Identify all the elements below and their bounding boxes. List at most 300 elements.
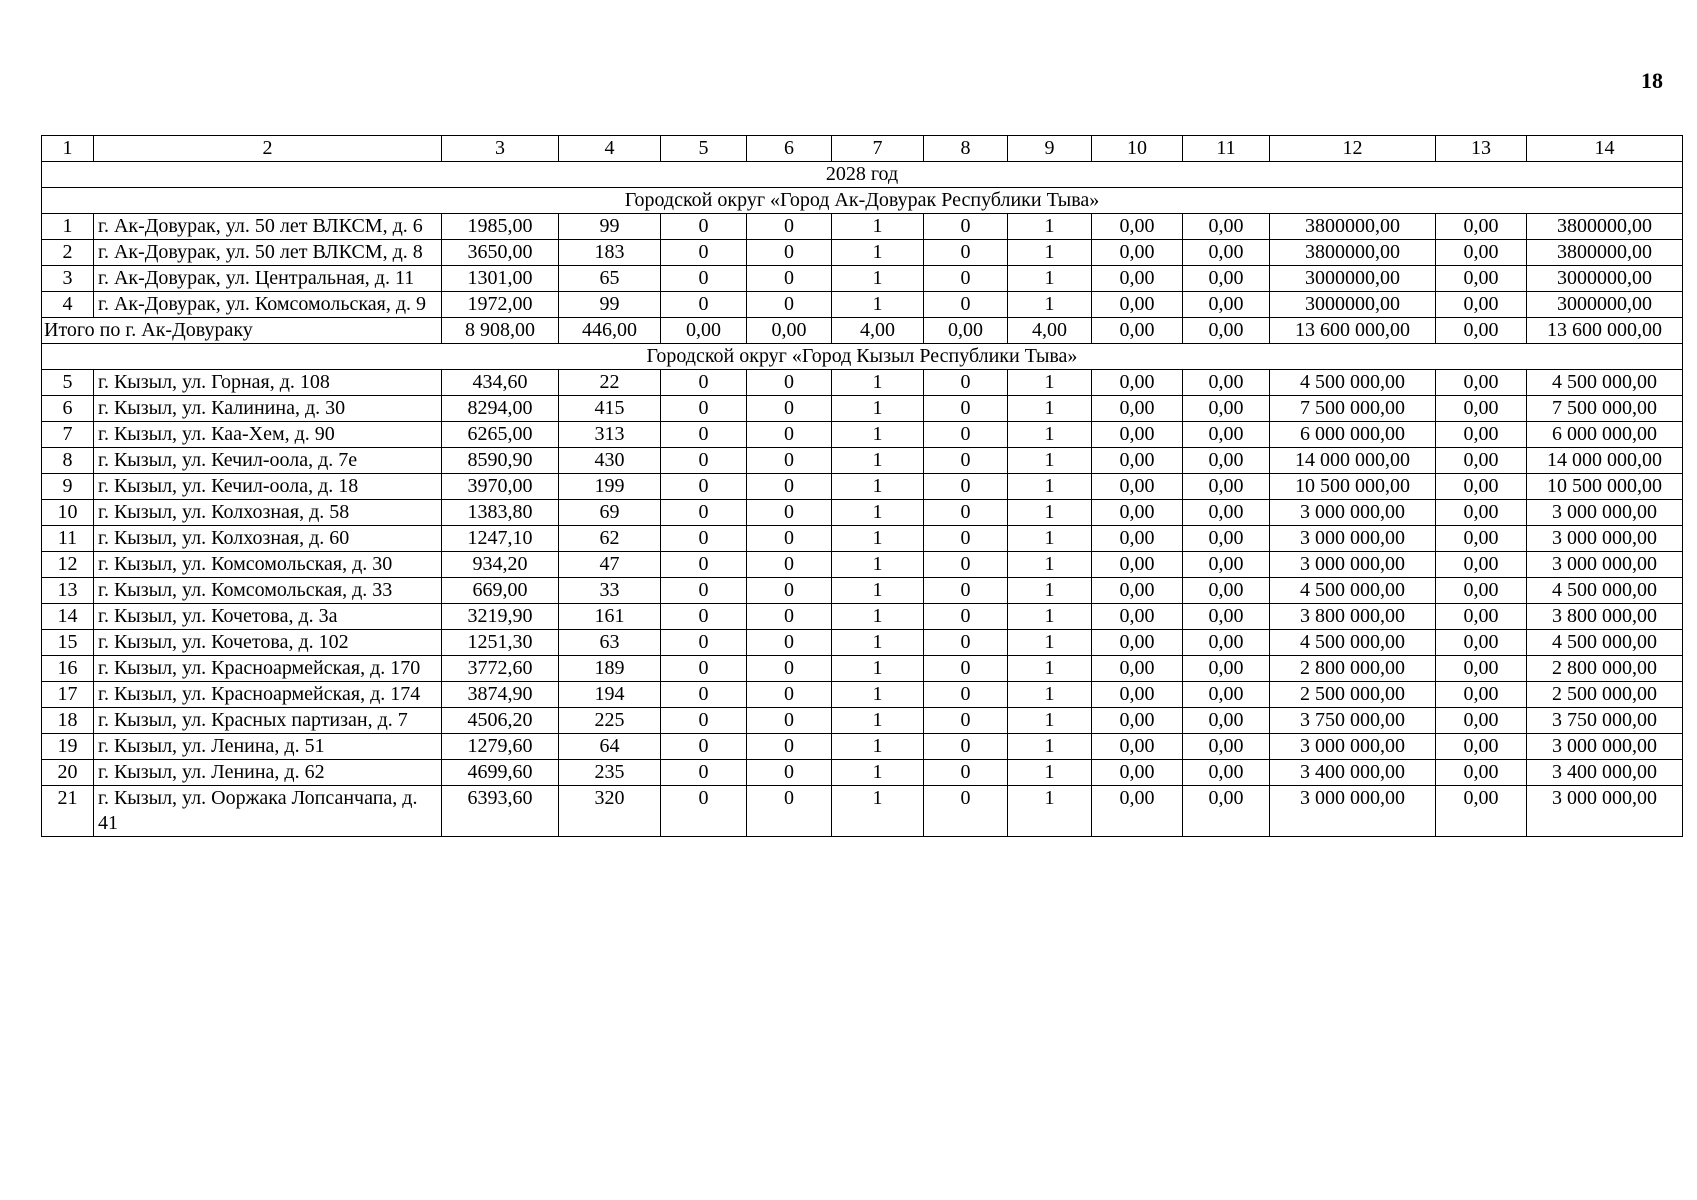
table-row [42, 734, 1683, 760]
total-cell-c12: 13 600 000,00 [1270, 318, 1436, 344]
address-cell: г. Кызыл, ул. Кечил-оола, д. 18 [94, 474, 442, 500]
value-cell-c9: 1 [1008, 396, 1092, 422]
value-cell-c7: 1 [832, 422, 924, 448]
row-number: 3 [42, 266, 94, 292]
value-cell-c7: 1 [832, 448, 924, 474]
value-cell-c14: 3 750 000,00 [1527, 708, 1683, 734]
value-cell-c12: 6 000 000,00 [1270, 422, 1436, 448]
value-cell-c5: 0 [661, 656, 747, 682]
value-cell-c3: 1251,30 [442, 630, 559, 656]
value-cell-c4: 64 [559, 734, 661, 760]
value-cell-c4: 47 [559, 552, 661, 578]
value-cell-c8: 0 [924, 370, 1008, 396]
value-cell-c14: 4 500 000,00 [1527, 370, 1683, 396]
column-header: 11 [1183, 136, 1270, 162]
value-cell-c14: 4 500 000,00 [1527, 578, 1683, 604]
value-cell-c13: 0,00 [1436, 370, 1527, 396]
value-cell-c4: 22 [559, 370, 661, 396]
table-row [42, 370, 1683, 396]
value-cell-c8: 0 [924, 214, 1008, 240]
table-row [42, 474, 1683, 500]
value-cell-c4: 183 [559, 240, 661, 266]
value-cell-c12: 3 000 000,00 [1270, 552, 1436, 578]
value-cell-c4: 194 [559, 682, 661, 708]
address-cell: г. Кызыл, ул. Красноармейская, д. 170 [94, 656, 442, 682]
value-cell-c9: 1 [1008, 526, 1092, 552]
value-cell-c5: 0 [661, 630, 747, 656]
value-cell-c3: 1383,80 [442, 500, 559, 526]
value-cell-c3: 8590,90 [442, 448, 559, 474]
value-cell-c8: 0 [924, 526, 1008, 552]
value-cell-c8: 0 [924, 448, 1008, 474]
table-row [42, 760, 1683, 786]
value-cell-c3: 1301,00 [442, 266, 559, 292]
value-cell-c14: 3 400 000,00 [1527, 760, 1683, 786]
address-cell: г. Кызыл, ул. Ленина, д. 51 [94, 734, 442, 760]
value-cell-c9: 1 [1008, 292, 1092, 318]
value-cell-c9: 1 [1008, 578, 1092, 604]
value-cell-c8: 0 [924, 422, 1008, 448]
total-label: Итого по г. Ак-Довураку [42, 318, 442, 344]
value-cell-c5: 0 [661, 266, 747, 292]
value-cell-c14: 14 000 000,00 [1527, 448, 1683, 474]
value-cell-c8: 0 [924, 500, 1008, 526]
value-cell-c11: 0,00 [1183, 396, 1270, 422]
value-cell-c6: 0 [747, 474, 832, 500]
value-cell-c9: 1 [1008, 266, 1092, 292]
value-cell-c4: 415 [559, 396, 661, 422]
column-header: 13 [1436, 136, 1527, 162]
value-cell-c13: 0,00 [1436, 708, 1527, 734]
value-cell-c9: 1 [1008, 708, 1092, 734]
value-cell-c12: 4 500 000,00 [1270, 578, 1436, 604]
table-body [42, 136, 1683, 837]
value-cell-c9: 1 [1008, 448, 1092, 474]
value-cell-c13: 0,00 [1436, 266, 1527, 292]
value-cell-c14: 2 800 000,00 [1527, 656, 1683, 682]
section-header-row [42, 188, 1683, 214]
address-cell: г. Кызыл, ул. Каа-Хем, д. 90 [94, 422, 442, 448]
row-number: 12 [42, 552, 94, 578]
value-cell-c5: 0 [661, 422, 747, 448]
value-cell-c3: 6265,00 [442, 422, 559, 448]
value-cell-c3: 934,20 [442, 552, 559, 578]
value-cell-c14: 3000000,00 [1527, 266, 1683, 292]
value-cell-c5: 0 [661, 760, 747, 786]
total-cell-c6: 0,00 [747, 318, 832, 344]
value-cell-c7: 1 [832, 578, 924, 604]
value-cell-c13: 0,00 [1436, 552, 1527, 578]
value-cell-c11: 0,00 [1183, 266, 1270, 292]
row-number: 10 [42, 500, 94, 526]
value-cell-c11: 0,00 [1183, 240, 1270, 266]
value-cell-c9: 1 [1008, 240, 1092, 266]
value-cell-c3: 1972,00 [442, 292, 559, 318]
value-cell-c9: 1 [1008, 656, 1092, 682]
value-cell-c7: 1 [832, 500, 924, 526]
table-row [42, 552, 1683, 578]
address-cell: г. Кызыл, ул. Красноармейская, д. 174 [94, 682, 442, 708]
table-row [42, 422, 1683, 448]
data-table [41, 135, 1683, 837]
value-cell-c13: 0,00 [1436, 656, 1527, 682]
value-cell-c11: 0,00 [1183, 630, 1270, 656]
total-cell-c7: 4,00 [832, 318, 924, 344]
row-number: 16 [42, 656, 94, 682]
address-cell: г. Кызыл, ул. Колхозная, д. 60 [94, 526, 442, 552]
year-title: 2028 год [42, 162, 1683, 188]
value-cell-c8: 0 [924, 630, 1008, 656]
value-cell-c4: 99 [559, 214, 661, 240]
value-cell-c10: 0,00 [1092, 734, 1183, 760]
value-cell-c9: 1 [1008, 630, 1092, 656]
row-number: 7 [42, 422, 94, 448]
value-cell-c6: 0 [747, 370, 832, 396]
value-cell-c6: 0 [747, 214, 832, 240]
value-cell-c7: 1 [832, 214, 924, 240]
value-cell-c6: 0 [747, 526, 832, 552]
value-cell-c3: 8294,00 [442, 396, 559, 422]
value-cell-c6: 0 [747, 552, 832, 578]
section-title: Городской округ «Город Ак-Довурак Республики Тыва» [42, 188, 1683, 214]
table-row [42, 630, 1683, 656]
value-cell-c13: 0,00 [1436, 604, 1527, 630]
total-cell-c8: 0,00 [924, 318, 1008, 344]
value-cell-c8: 0 [924, 786, 1008, 837]
value-cell-c13: 0,00 [1436, 500, 1527, 526]
value-cell-c14: 10 500 000,00 [1527, 474, 1683, 500]
value-cell-c5: 0 [661, 526, 747, 552]
total-cell-c5: 0,00 [661, 318, 747, 344]
value-cell-c6: 0 [747, 786, 832, 837]
value-cell-c10: 0,00 [1092, 630, 1183, 656]
column-header: 7 [832, 136, 924, 162]
value-cell-c14: 3 000 000,00 [1527, 552, 1683, 578]
value-cell-c6: 0 [747, 708, 832, 734]
value-cell-c8: 0 [924, 708, 1008, 734]
value-cell-c9: 1 [1008, 214, 1092, 240]
value-cell-c6: 0 [747, 448, 832, 474]
value-cell-c6: 0 [747, 266, 832, 292]
value-cell-c3: 434,60 [442, 370, 559, 396]
value-cell-c11: 0,00 [1183, 526, 1270, 552]
value-cell-c14: 3 000 000,00 [1527, 526, 1683, 552]
row-number: 6 [42, 396, 94, 422]
row-number: 13 [42, 578, 94, 604]
value-cell-c13: 0,00 [1436, 734, 1527, 760]
value-cell-c11: 0,00 [1183, 604, 1270, 630]
value-cell-c9: 1 [1008, 422, 1092, 448]
value-cell-c11: 0,00 [1183, 214, 1270, 240]
total-cell-c3: 8 908,00 [442, 318, 559, 344]
value-cell-c8: 0 [924, 396, 1008, 422]
column-header: 10 [1092, 136, 1183, 162]
value-cell-c10: 0,00 [1092, 760, 1183, 786]
value-cell-c14: 6 000 000,00 [1527, 422, 1683, 448]
table-row [42, 448, 1683, 474]
value-cell-c6: 0 [747, 604, 832, 630]
table-row [42, 578, 1683, 604]
value-cell-c14: 3 800 000,00 [1527, 604, 1683, 630]
value-cell-c14: 7 500 000,00 [1527, 396, 1683, 422]
value-cell-c12: 3000000,00 [1270, 292, 1436, 318]
value-cell-c7: 1 [832, 682, 924, 708]
column-header: 4 [559, 136, 661, 162]
value-cell-c3: 3970,00 [442, 474, 559, 500]
value-cell-c10: 0,00 [1092, 448, 1183, 474]
value-cell-c4: 199 [559, 474, 661, 500]
column-header: 2 [94, 136, 442, 162]
row-number: 2 [42, 240, 94, 266]
value-cell-c13: 0,00 [1436, 422, 1527, 448]
value-cell-c3: 669,00 [442, 578, 559, 604]
value-cell-c12: 2 500 000,00 [1270, 682, 1436, 708]
value-cell-c3: 3650,00 [442, 240, 559, 266]
value-cell-c11: 0,00 [1183, 500, 1270, 526]
section-header-row [42, 344, 1683, 370]
value-cell-c7: 1 [832, 526, 924, 552]
value-cell-c10: 0,00 [1092, 370, 1183, 396]
column-header: 3 [442, 136, 559, 162]
total-cell-c9: 4,00 [1008, 318, 1092, 344]
value-cell-c8: 0 [924, 578, 1008, 604]
value-cell-c12: 3800000,00 [1270, 214, 1436, 240]
value-cell-c10: 0,00 [1092, 292, 1183, 318]
value-cell-c10: 0,00 [1092, 474, 1183, 500]
value-cell-c7: 1 [832, 604, 924, 630]
value-cell-c10: 0,00 [1092, 682, 1183, 708]
table-row [42, 656, 1683, 682]
address-cell: г. Ак-Довурак, ул. Центральная, д. 11 [94, 266, 442, 292]
value-cell-c7: 1 [832, 552, 924, 578]
page-number: 18 [1641, 68, 1663, 93]
total-cell-c14: 13 600 000,00 [1527, 318, 1683, 344]
value-cell-c4: 63 [559, 630, 661, 656]
value-cell-c4: 320 [559, 786, 661, 837]
value-cell-c10: 0,00 [1092, 786, 1183, 837]
value-cell-c10: 0,00 [1092, 500, 1183, 526]
value-cell-c4: 33 [559, 578, 661, 604]
value-cell-c3: 3219,90 [442, 604, 559, 630]
value-cell-c11: 0,00 [1183, 292, 1270, 318]
value-cell-c4: 65 [559, 266, 661, 292]
total-cell-c10: 0,00 [1092, 318, 1183, 344]
value-cell-c3: 3874,90 [442, 682, 559, 708]
value-cell-c12: 3 750 000,00 [1270, 708, 1436, 734]
row-number: 17 [42, 682, 94, 708]
table-row [42, 526, 1683, 552]
address-cell: г. Кызыл, ул. Ооржака Лопсанчапа, д. 41 [94, 786, 442, 837]
value-cell-c7: 1 [832, 474, 924, 500]
value-cell-c11: 0,00 [1183, 422, 1270, 448]
row-number: 20 [42, 760, 94, 786]
value-cell-c5: 0 [661, 578, 747, 604]
value-cell-c9: 1 [1008, 552, 1092, 578]
value-cell-c4: 189 [559, 656, 661, 682]
value-cell-c13: 0,00 [1436, 760, 1527, 786]
value-cell-c4: 69 [559, 500, 661, 526]
value-cell-c9: 1 [1008, 370, 1092, 396]
value-cell-c10: 0,00 [1092, 604, 1183, 630]
row-number: 8 [42, 448, 94, 474]
row-number: 19 [42, 734, 94, 760]
table-row [42, 708, 1683, 734]
value-cell-c13: 0,00 [1436, 474, 1527, 500]
value-cell-c4: 99 [559, 292, 661, 318]
total-row [42, 318, 1683, 344]
value-cell-c10: 0,00 [1092, 240, 1183, 266]
value-cell-c14: 3800000,00 [1527, 240, 1683, 266]
value-cell-c13: 0,00 [1436, 786, 1527, 837]
value-cell-c5: 0 [661, 682, 747, 708]
value-cell-c12: 14 000 000,00 [1270, 448, 1436, 474]
column-header: 9 [1008, 136, 1092, 162]
value-cell-c7: 1 [832, 396, 924, 422]
section-title: Городской округ «Город Кызыл Республики Тыва» [42, 344, 1683, 370]
value-cell-c13: 0,00 [1436, 526, 1527, 552]
value-cell-c11: 0,00 [1183, 448, 1270, 474]
column-header: 6 [747, 136, 832, 162]
value-cell-c10: 0,00 [1092, 552, 1183, 578]
value-cell-c5: 0 [661, 448, 747, 474]
value-cell-c10: 0,00 [1092, 396, 1183, 422]
table-row [42, 240, 1683, 266]
value-cell-c6: 0 [747, 630, 832, 656]
value-cell-c13: 0,00 [1436, 448, 1527, 474]
value-cell-c12: 3 000 000,00 [1270, 734, 1436, 760]
row-number: 1 [42, 214, 94, 240]
address-cell: г. Кызыл, ул. Кочетова, д. 102 [94, 630, 442, 656]
address-cell: г. Кызыл, ул. Ленина, д. 62 [94, 760, 442, 786]
value-cell-c7: 1 [832, 708, 924, 734]
value-cell-c9: 1 [1008, 734, 1092, 760]
value-cell-c5: 0 [661, 604, 747, 630]
value-cell-c3: 1279,60 [442, 734, 559, 760]
address-cell: г. Кызыл, ул. Кечил-оола, д. 7е [94, 448, 442, 474]
value-cell-c3: 4506,20 [442, 708, 559, 734]
value-cell-c9: 1 [1008, 604, 1092, 630]
value-cell-c12: 3 000 000,00 [1270, 500, 1436, 526]
value-cell-c11: 0,00 [1183, 370, 1270, 396]
value-cell-c4: 235 [559, 760, 661, 786]
value-cell-c4: 62 [559, 526, 661, 552]
value-cell-c6: 0 [747, 656, 832, 682]
value-cell-c14: 3800000,00 [1527, 214, 1683, 240]
value-cell-c6: 0 [747, 422, 832, 448]
value-cell-c3: 1985,00 [442, 214, 559, 240]
value-cell-c4: 161 [559, 604, 661, 630]
row-number: 5 [42, 370, 94, 396]
value-cell-c10: 0,00 [1092, 708, 1183, 734]
value-cell-c9: 1 [1008, 786, 1092, 837]
value-cell-c8: 0 [924, 734, 1008, 760]
value-cell-c13: 0,00 [1436, 396, 1527, 422]
value-cell-c12: 10 500 000,00 [1270, 474, 1436, 500]
value-cell-c9: 1 [1008, 760, 1092, 786]
total-cell-c11: 0,00 [1183, 318, 1270, 344]
value-cell-c5: 0 [661, 786, 747, 837]
value-cell-c12: 7 500 000,00 [1270, 396, 1436, 422]
value-cell-c6: 0 [747, 292, 832, 318]
value-cell-c8: 0 [924, 604, 1008, 630]
value-cell-c10: 0,00 [1092, 266, 1183, 292]
value-cell-c6: 0 [747, 500, 832, 526]
value-cell-c12: 3 000 000,00 [1270, 526, 1436, 552]
address-cell: г. Кызыл, ул. Комсомольская, д. 33 [94, 578, 442, 604]
value-cell-c5: 0 [661, 708, 747, 734]
value-cell-c10: 0,00 [1092, 578, 1183, 604]
value-cell-c7: 1 [832, 292, 924, 318]
value-cell-c8: 0 [924, 656, 1008, 682]
value-cell-c7: 1 [832, 734, 924, 760]
value-cell-c7: 1 [832, 760, 924, 786]
table-row [42, 292, 1683, 318]
value-cell-c3: 3772,60 [442, 656, 559, 682]
row-number: 21 [42, 786, 94, 837]
value-cell-c14: 3 000 000,00 [1527, 734, 1683, 760]
value-cell-c10: 0,00 [1092, 214, 1183, 240]
value-cell-c3: 1247,10 [442, 526, 559, 552]
value-cell-c9: 1 [1008, 474, 1092, 500]
value-cell-c13: 0,00 [1436, 578, 1527, 604]
value-cell-c6: 0 [747, 734, 832, 760]
value-cell-c5: 0 [661, 396, 747, 422]
row-number: 15 [42, 630, 94, 656]
value-cell-c6: 0 [747, 240, 832, 266]
value-cell-c7: 1 [832, 240, 924, 266]
value-cell-c12: 3 800 000,00 [1270, 604, 1436, 630]
address-cell: г. Кызыл, ул. Красных партизан, д. 7 [94, 708, 442, 734]
value-cell-c7: 1 [832, 370, 924, 396]
value-cell-c6: 0 [747, 578, 832, 604]
value-cell-c8: 0 [924, 266, 1008, 292]
value-cell-c5: 0 [661, 240, 747, 266]
value-cell-c8: 0 [924, 682, 1008, 708]
value-cell-c11: 0,00 [1183, 552, 1270, 578]
address-cell: г. Кызыл, ул. Колхозная, д. 58 [94, 500, 442, 526]
value-cell-c10: 0,00 [1092, 526, 1183, 552]
value-cell-c8: 0 [924, 474, 1008, 500]
value-cell-c5: 0 [661, 500, 747, 526]
table-row [42, 214, 1683, 240]
value-cell-c4: 225 [559, 708, 661, 734]
address-cell: г. Ак-Довурак, ул. Комсомольская, д. 9 [94, 292, 442, 318]
value-cell-c3: 4699,60 [442, 760, 559, 786]
address-cell: г. Ак-Довурак, ул. 50 лет ВЛКСМ, д. 8 [94, 240, 442, 266]
row-number: 11 [42, 526, 94, 552]
value-cell-c4: 430 [559, 448, 661, 474]
row-number: 18 [42, 708, 94, 734]
value-cell-c10: 0,00 [1092, 656, 1183, 682]
value-cell-c6: 0 [747, 396, 832, 422]
row-number: 9 [42, 474, 94, 500]
table-row [42, 266, 1683, 292]
table-row [42, 396, 1683, 422]
year-row [42, 162, 1683, 188]
value-cell-c5: 0 [661, 474, 747, 500]
value-cell-c8: 0 [924, 292, 1008, 318]
value-cell-c13: 0,00 [1436, 240, 1527, 266]
value-cell-c8: 0 [924, 552, 1008, 578]
table-row [42, 682, 1683, 708]
address-cell: г. Кызыл, ул. Кочетова, д. 3а [94, 604, 442, 630]
value-cell-c8: 0 [924, 240, 1008, 266]
value-cell-c11: 0,00 [1183, 734, 1270, 760]
value-cell-c5: 0 [661, 552, 747, 578]
value-cell-c14: 3 000 000,00 [1527, 500, 1683, 526]
total-cell-c13: 0,00 [1436, 318, 1527, 344]
value-cell-c7: 1 [832, 266, 924, 292]
